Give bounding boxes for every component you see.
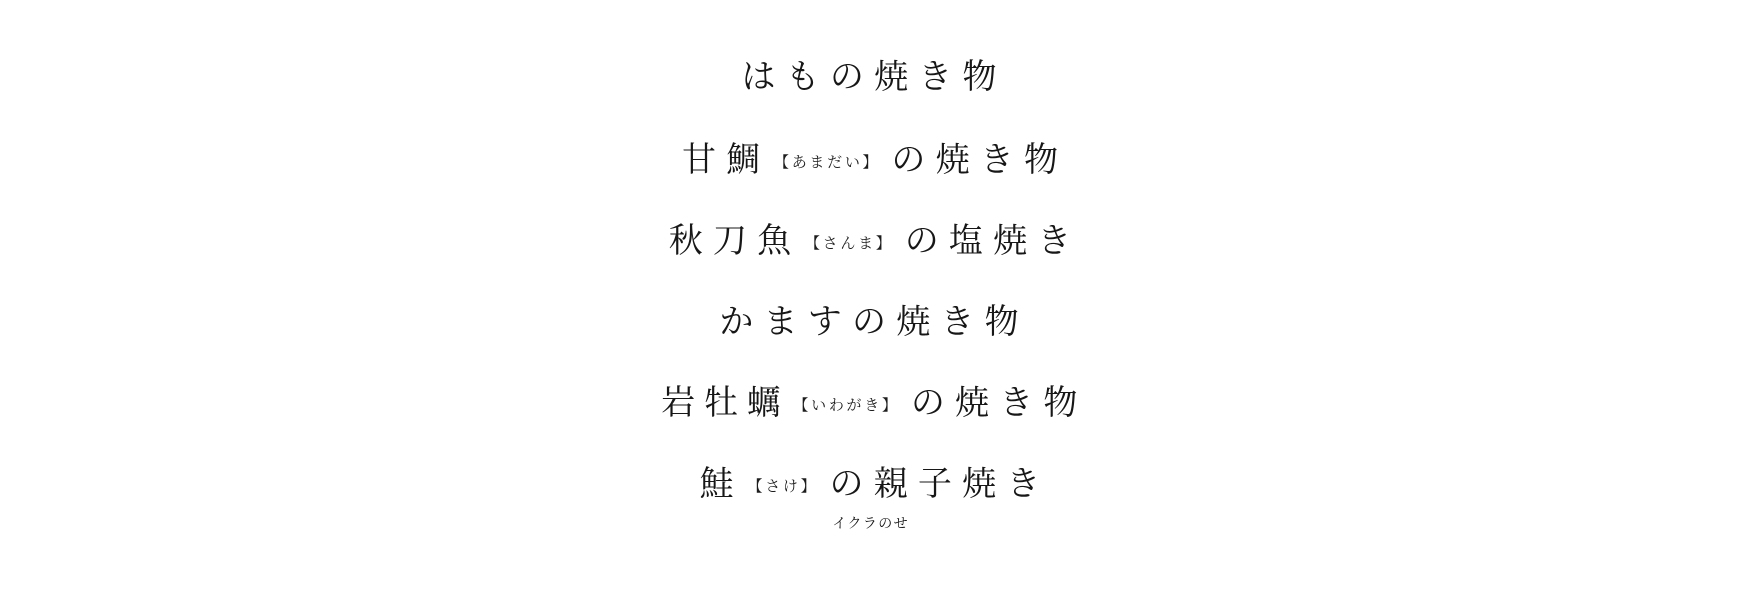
dish-name-reading: 【さけ】 bbox=[747, 479, 819, 495]
menu-item-line bbox=[709, 297, 1031, 348]
dish-name-main: はもの焼き物 bbox=[741, 59, 1007, 96]
dish-name-main: 秋刀魚 bbox=[668, 223, 802, 260]
menu-item-line bbox=[731, 52, 1008, 103]
menu-item bbox=[0, 216, 1740, 273]
dish-name-main: かますの焼き物 bbox=[719, 304, 1029, 341]
menu-item bbox=[0, 135, 1740, 192]
dish-name-reading: 【あまだい】 bbox=[774, 155, 881, 171]
dish-name-suffix: の焼き物 bbox=[891, 142, 1069, 179]
menu-item-line bbox=[672, 135, 1068, 186]
menu-item bbox=[0, 378, 1740, 435]
dish-name-reading: 【さんま】 bbox=[804, 236, 894, 252]
dish-name-suffix: の焼き物 bbox=[910, 385, 1088, 422]
menu-item-line bbox=[652, 378, 1087, 429]
dish-name-main: 甘鯛 bbox=[681, 142, 771, 179]
menu-item-line bbox=[689, 459, 1050, 510]
dish-name-suffix: の塩焼き bbox=[904, 223, 1082, 260]
dish-note: イクラのせ bbox=[832, 515, 910, 531]
menu-item-line bbox=[659, 216, 1082, 267]
menu-item-list bbox=[0, 52, 1740, 530]
dish-name-suffix: の親子焼き bbox=[829, 466, 1051, 503]
menu-item bbox=[0, 297, 1740, 354]
dish-name-reading: 【いわがき】 bbox=[793, 398, 900, 414]
dish-name-main: 岩牡蠣 bbox=[661, 385, 790, 422]
menu-item bbox=[0, 52, 1740, 109]
menu-item bbox=[0, 459, 1740, 530]
dish-name-main: 鮭 bbox=[699, 466, 744, 503]
